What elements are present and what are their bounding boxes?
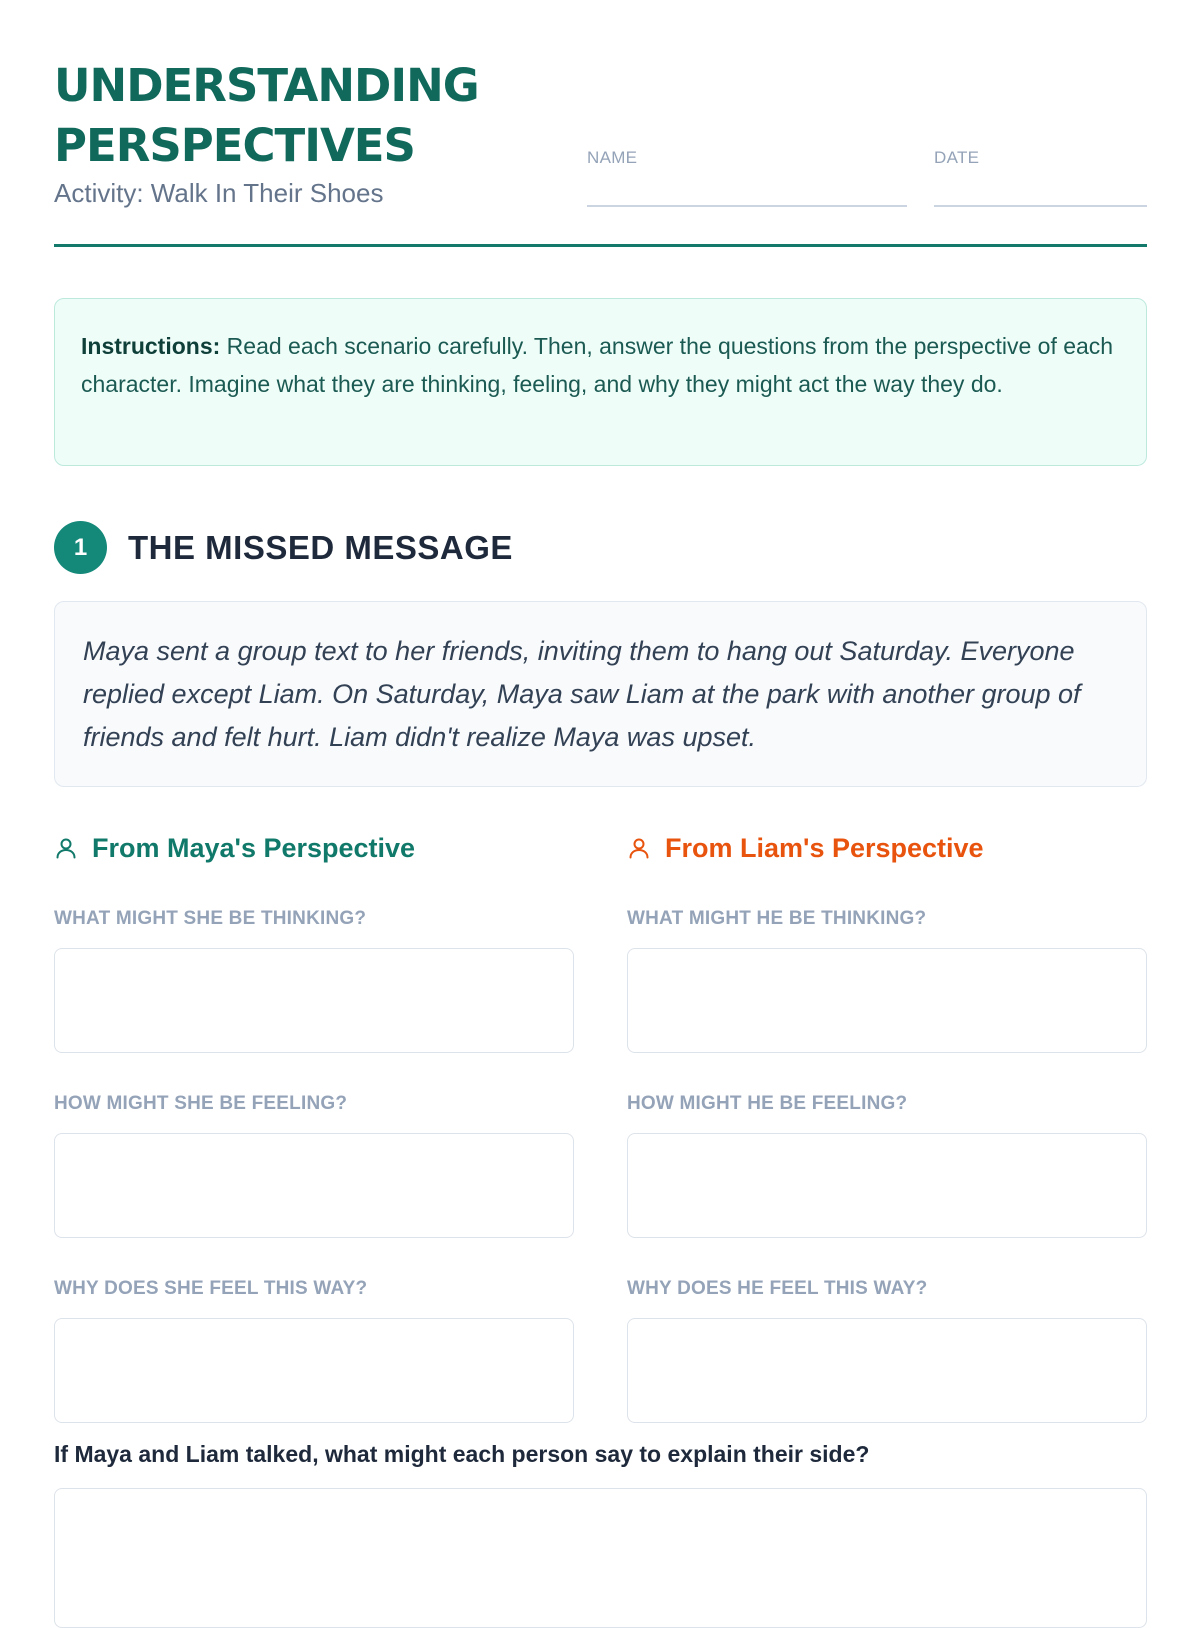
worksheet-page (54, 0, 1147, 1467)
section-header (54, 521, 513, 574)
question-label: HOW MIGHT HE BE FEELING? (627, 1093, 908, 1114)
liam-question-thinking (627, 908, 1147, 1053)
question-label: WHAT MIGHT SHE BE THINKING? (54, 908, 367, 929)
name-field[interactable] (587, 148, 907, 207)
liam-question-why (627, 1278, 1147, 1423)
user-icon (627, 836, 651, 860)
answer-box[interactable] (627, 948, 1147, 1053)
answer-box[interactable] (627, 1133, 1147, 1238)
liam-perspective-heading (627, 830, 1147, 866)
title-line-2: PERSPECTIVES (54, 119, 415, 172)
title-line-1: UNDERSTANDING (54, 59, 479, 112)
name-line[interactable] (587, 194, 907, 207)
question-label: HOW MIGHT SHE BE FEELING? (54, 1093, 348, 1114)
maya-question-why (54, 1278, 574, 1423)
liam-column (627, 830, 1147, 1423)
scenario-box: Maya sent a group text to her friends, inviting them to hang out Saturday. Everyone replied except Liam. On Saturday, Maya saw Liam at the park with another group of friends and felt hurt. Liam didn't realize Maya was upset. (54, 601, 1147, 787)
answer-box[interactable] (54, 1318, 574, 1423)
instructions-box (54, 298, 1147, 466)
instructions-text: Read each scenario carefully. Then, answer the questions from the perspective of each character. Imagine what they are thinking, feeling, and why they might act the way they do. (81, 333, 1114, 397)
section-title: THE MISSED MESSAGE (128, 528, 513, 566)
section-number-badge: 1 (54, 521, 107, 574)
maya-perspective-label: From Maya's Perspective (92, 832, 416, 863)
discussion-question: If Maya and Liam talked, what might each person say to explain their side? (54, 1441, 870, 1467)
page-title (54, 56, 479, 176)
question-label: WHY DOES HE FEEL THIS WAY? (627, 1278, 928, 1299)
question-label: WHAT MIGHT HE BE THINKING? (627, 908, 927, 929)
activity-subtitle: Activity: Walk In Their Shoes (54, 178, 384, 208)
date-label: DATE (934, 148, 980, 167)
liam-question-feeling (627, 1093, 1147, 1238)
instructions-lead: Instructions: (81, 333, 221, 359)
maya-question-feeling (54, 1093, 574, 1238)
user-icon (54, 836, 78, 860)
date-field[interactable] (934, 148, 1147, 207)
maya-perspective-heading (54, 830, 574, 866)
discussion-answer-box[interactable] (54, 1488, 1147, 1628)
name-label: NAME (587, 148, 638, 167)
question-label: WHY DOES SHE FEEL THIS WAY? (54, 1278, 368, 1299)
answer-box[interactable] (627, 1318, 1147, 1423)
liam-perspective-label: From Liam's Perspective (665, 832, 984, 863)
answer-box[interactable] (54, 948, 574, 1053)
maya-column (54, 830, 574, 1423)
answer-box[interactable] (54, 1133, 574, 1238)
maya-question-thinking (54, 908, 574, 1053)
date-line[interactable] (934, 194, 1147, 207)
worksheet-header (54, 0, 1147, 247)
